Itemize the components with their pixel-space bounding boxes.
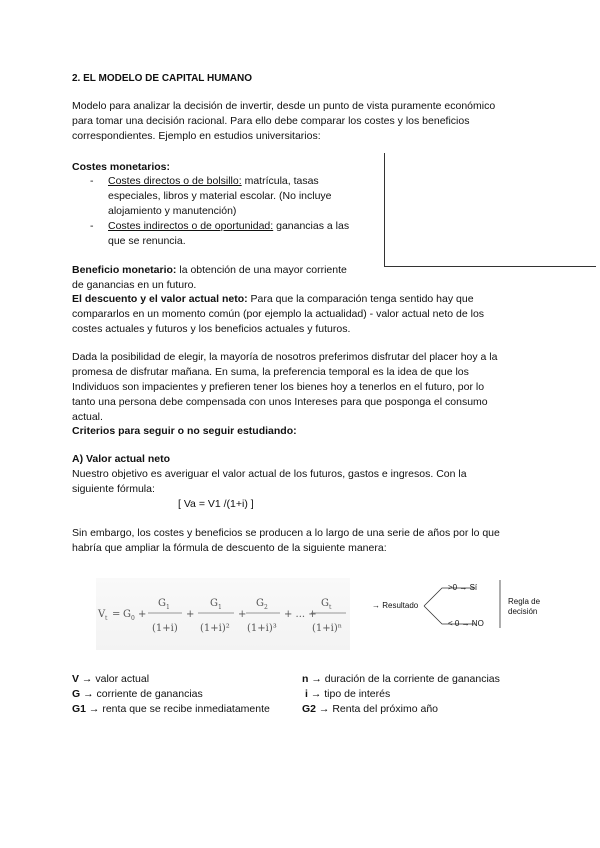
glossary-item: G2 → Renta del próximo año [302, 703, 438, 715]
svg-text:+: + [138, 609, 147, 620]
intro-line: Modelo para analizar la decisión de invertir, desde un punto de vista puramente económico [72, 100, 496, 112]
svg-text:0: 0 [131, 615, 135, 622]
svg-text:+: + [186, 609, 195, 620]
svg-text:2: 2 [264, 604, 268, 611]
valor-line: Nuestro objetivo es averiguar el valor actual de los futuros, gastos e ingresos. Con la [72, 468, 467, 480]
negative-result: < 0 → NO [448, 619, 484, 628]
discount-formula-image [96, 578, 350, 650]
dada-line: tanto una persona debe compensada con unos Intereses para que posponga el consumo [72, 396, 488, 408]
svg-text:V: V [98, 609, 106, 620]
svg-text:G: G [256, 598, 264, 609]
glossary-item: V → valor actual [72, 673, 150, 685]
glossary-item: n → duración de la corriente de ganancias [302, 673, 500, 685]
svg-text:1: 1 [166, 604, 170, 611]
descuento-line: El descuento y el valor actual neto: Para que la comparación tenga sentido hay que [72, 293, 474, 305]
svg-text:+ ... +: + ... + [284, 609, 317, 620]
valor-heading: A) Valor actual neto [72, 453, 171, 465]
svg-text:G: G [158, 598, 166, 609]
sin-embargo-line: Sin embargo, los costes y beneficios se producen a lo largo de una serie de años por lo que [72, 527, 500, 539]
regla-label: Regla de [508, 597, 541, 606]
svg-text:G: G [321, 598, 329, 609]
costes-directos-line: alojamiento y manutención) [108, 205, 237, 217]
svg-text:(1+i)²: (1+i)² [200, 623, 230, 634]
section-title: 2. EL MODELO DE CAPITAL HUMANO [72, 73, 253, 84]
decision-rule-diagram [370, 576, 550, 636]
dada-line: Individuos son impacientes y prefieren tener los bienes hoy a tenerlos en el futuro, por lo [72, 381, 485, 393]
svg-text:(1+i): (1+i) [152, 623, 178, 634]
sketch-vertical-line [384, 153, 385, 267]
svg-text:G: G [123, 609, 131, 620]
svg-text:=: = [112, 609, 121, 620]
intro-line: para tomar una decisión racional. Para ello debe comparar los costes y los beneficios [72, 115, 470, 127]
glossary-item: G → corriente de ganancias [72, 688, 203, 700]
costes-directos-item: Costes directos o de bolsillo: matrícula, tasas [108, 175, 319, 187]
svg-text:(1+i)ⁿ: (1+i)ⁿ [312, 623, 343, 634]
costes-indirectos-line: que se renuncia. [108, 235, 186, 247]
beneficio-line: de ganancias en un futuro. [72, 279, 197, 291]
svg-text:(1+i)³: (1+i)³ [247, 623, 277, 634]
regla-label: decisión [508, 607, 538, 616]
svg-text:+: + [238, 609, 247, 620]
glossary-item: G1 → renta que se recibe inmediatamente [72, 703, 270, 715]
valor-line: siguiente fórmula: [72, 483, 155, 495]
dada-line: Dada la posibilidad de elegir, la mayoría de nosotros preferimos disfrutar del placer hoy a la [72, 351, 498, 363]
beneficio-line: Beneficio monetario: la obtención de una mayor corriente [72, 264, 347, 276]
costes-directos-label: Costes directos o de bolsillo: [108, 175, 242, 187]
bullet-dash: - [90, 220, 94, 232]
costes-directos-line: especiales, libros y material escolar. (No incluye [108, 190, 332, 202]
glossary-item: i → tipo de interés [305, 688, 391, 700]
sketch-horizontal-line [384, 266, 596, 267]
intro-line: correspondientes. Ejemplo en estudios universitarios: [72, 130, 321, 142]
svg-text:G: G [210, 598, 218, 609]
positive-result: >0 → Sí [448, 583, 478, 592]
sin-embargo-line: habría que ampliar la fórmula de descuento de la siguiente manera: [72, 542, 387, 554]
costes-heading: Costes monetarios: [72, 161, 171, 173]
descuento-line: compararlos en un momento común (por ejemplo la actualidad) - valor actual neto de los [72, 308, 485, 320]
simple-formula: [ Va = V1 /(1+i) ] [178, 498, 254, 510]
criterios-heading: Criterios para seguir o no seguir estudiando: [72, 425, 297, 437]
bullet-dash: - [90, 175, 94, 187]
descuento-line: costes actuales y futuros y los beneficios actuales y futuros. [72, 323, 351, 335]
dada-line: promesa de disfrutar mañana. En suma, la preferencia temporal es la idea de que los [72, 366, 469, 378]
dada-line: actual. [72, 411, 103, 423]
svg-text:1: 1 [218, 604, 222, 611]
variable-glossary [72, 672, 542, 722]
costes-indirectos-label: Costes indirectos o de oportunidad: [108, 220, 274, 232]
svg-text:t: t [105, 615, 108, 622]
resultado-label: → Resultado [372, 601, 419, 610]
discount-formula [96, 578, 350, 650]
costes-indirectos-item: Costes indirectos o de oportunidad: ganancias a las [108, 220, 350, 232]
svg-text:t: t [329, 604, 332, 611]
